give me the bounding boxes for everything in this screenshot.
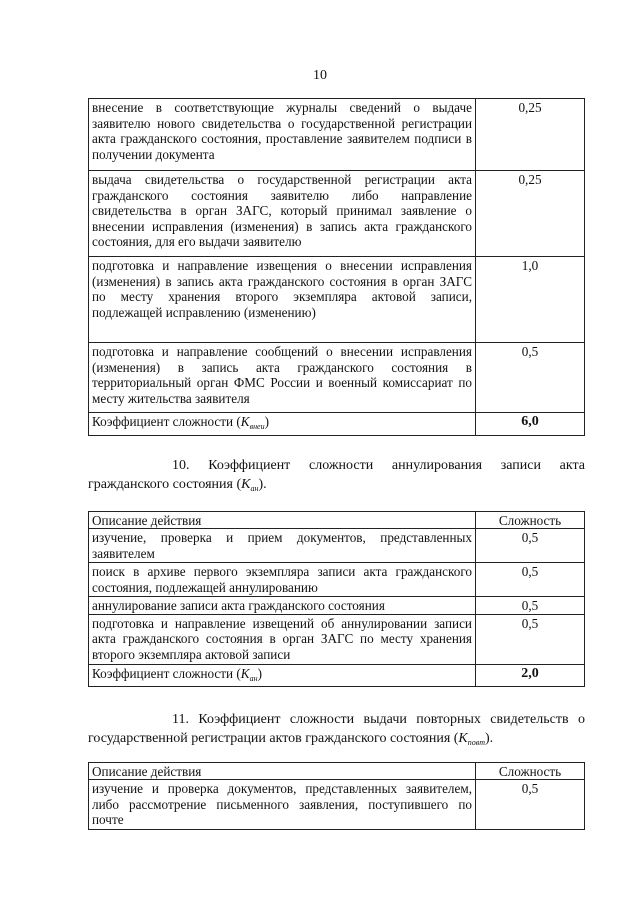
total-row [89, 664, 585, 687]
table-row [89, 597, 585, 615]
column-header-description: Описание действия [89, 512, 476, 529]
complexity-value: 0,5 [476, 563, 585, 597]
table-row [89, 257, 585, 343]
table-row [89, 780, 585, 830]
action-description: подготовка и направление извещения о внесении исправления (изменения) в запись акта гражданского состояния в орган ЗАГС по месту хранения второго экземпляра актовой записи, подлежащей исправлению (изменению) [89, 257, 476, 343]
table-row [89, 563, 585, 597]
action-description: выдача свидетельства о государственной регистрации акта гражданского состояния заявителю либо направление свидетельства в орган ЗАГС, который принимал заявление о внесении исправления (изменения) в запись акта гражданского состояния, для его выдачи заявителю [89, 171, 476, 257]
column-header-complexity: Сложность [476, 512, 585, 529]
total-row [89, 413, 585, 436]
table-row [89, 99, 585, 171]
table-header-row [89, 763, 585, 780]
complexity-table-1 [88, 98, 585, 436]
column-header-complexity: Сложность [476, 763, 585, 780]
complexity-value: 1,0 [476, 257, 585, 343]
complexity-value: 0,5 [476, 597, 585, 615]
total-label: Коэффициент сложности $(K_{ан})$ [89, 664, 476, 687]
complexity-value: 0,5 [476, 529, 585, 563]
table-row [89, 343, 585, 413]
table-row [89, 529, 585, 563]
action-description: изучение, проверка и прием документов, представленных заявителем [89, 529, 476, 563]
section-10-heading: 10. Коэффициент сложности аннулирования записи акта гражданского состояния $(K_{ан})$. [88, 458, 585, 493]
action-description: аннулирование записи акта гражданского состояния [89, 597, 476, 615]
complexity-value: 0,5 [476, 343, 585, 413]
page-number: 10 [313, 68, 327, 83]
total-value: 2,0 [476, 664, 585, 687]
section-11-heading: 11. Коэффициент сложности выдачи повторных свидетельств о государственной регистрации актов гражданского состояния $(K_{повт})$. [88, 712, 585, 747]
total-label: Коэффициент сложности $(K_{внеи})$ [89, 413, 476, 436]
action-description: поиск в архиве первого экземпляра записи акта гражданского состояния, подлежащей аннулированию [89, 563, 476, 597]
complexity-value: 0,5 [476, 614, 585, 664]
complexity-value: 0,25 [476, 171, 585, 257]
total-value: 6,0 [476, 413, 585, 436]
complexity-table-3 [88, 762, 585, 830]
action-description: изучение и проверка документов, представленных заявителем, либо рассмотрение письменного заявления, поступившего по почте [89, 780, 476, 830]
table-header-row [89, 512, 585, 529]
action-description: подготовка и направление сообщений о внесении исправления (изменения) в запись акта гражданского состояния в территориальный орган ФМС России и военный комиссариат по месту жительства заявителя [89, 343, 476, 413]
action-description: внесение в соответствующие журналы сведений о выдаче заявителю нового свидетельства о государственной регистрации акта гражданского состояния, проставление заявителем подписи в получении документа [89, 99, 476, 171]
complexity-value: 0,5 [476, 780, 585, 830]
complexity-table-2 [88, 511, 585, 687]
table-row [89, 171, 585, 257]
column-header-description: Описание действия [89, 763, 476, 780]
action-description: подготовка и направление извещений об аннулировании записи акта гражданского состояния в орган ЗАГС по месту хранения второго экземпляра актовой записи [89, 614, 476, 664]
complexity-value: 0,25 [476, 99, 585, 171]
table-row [89, 614, 585, 664]
